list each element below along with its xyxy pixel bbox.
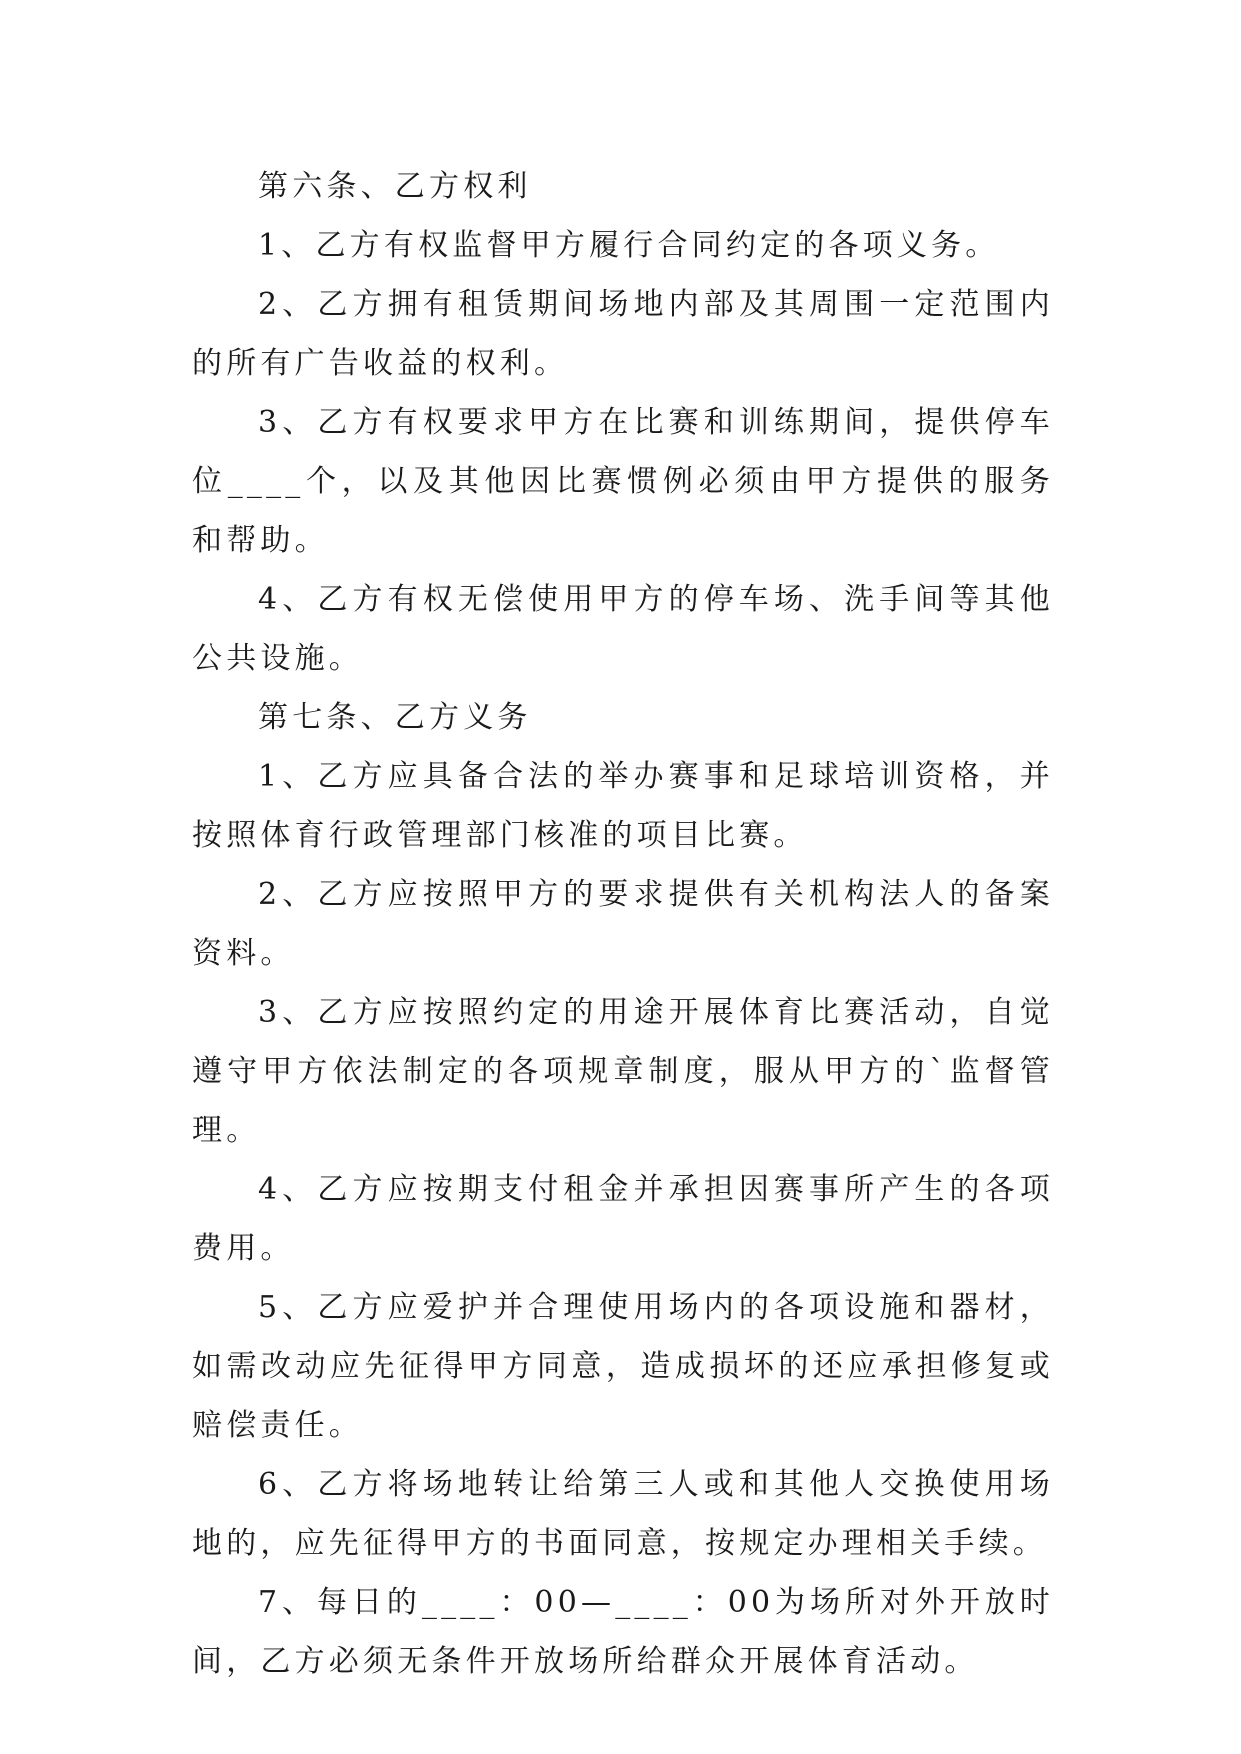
clause-6-3: 3、乙方有权要求甲方在比赛和训练期间，提供停车位____个，以及其他因比赛惯例必须由甲方提供的服务和帮助。 (192, 405, 1054, 558)
clause-6-2: 2、乙方拥有租赁期间场地内部及其周围一定范围内的所有广告收益的权利。 (192, 287, 1054, 381)
clause-7-4: 4、乙方应按期支付租金并承担因赛事所产生的各项费用。 (192, 1172, 1054, 1266)
clause-7-2: 2、乙方应按照甲方的要求提供有关机构法人的备案资料。 (192, 877, 1054, 971)
document-page (192, 157, 1054, 1691)
section-heading-article-7: 第七条、乙方义务 (258, 700, 532, 735)
clause-7-3: 3、乙方应按照约定的用途开展体育比赛活动，自觉遵守甲方依法制定的各项规章制度，服从甲方的`监督管理。 (192, 995, 1054, 1148)
clause-7-1: 1、乙方应具备合法的举办赛事和足球培训资格，并按照体育行政管理部门核准的项目比赛。 (192, 759, 1054, 853)
clause-6-4: 4、乙方有权无偿使用甲方的停车场、洗手间等其他公共设施。 (192, 582, 1054, 676)
section-heading-article-6: 第六条、乙方权利 (258, 169, 532, 204)
clause-7-6: 6、乙方将场地转让给第三人或和其他人交换使用场地的，应先征得甲方的书面同意，按规定办理相关手续。 (192, 1467, 1054, 1561)
clause-6-1: 1、乙方有权监督甲方履行合同约定的各项义务。 (258, 228, 1000, 263)
clause-7-5: 5、乙方应爱护并合理使用场内的各项设施和器材，如需改动应先征得甲方同意，造成损坏的还应承担修复或赔偿责任。 (192, 1290, 1054, 1443)
clause-7-7: 7、每日的____：00—____：00为场所对外开放时间，乙方必须无条件开放场所给群众开展体育活动。 (192, 1585, 1054, 1679)
